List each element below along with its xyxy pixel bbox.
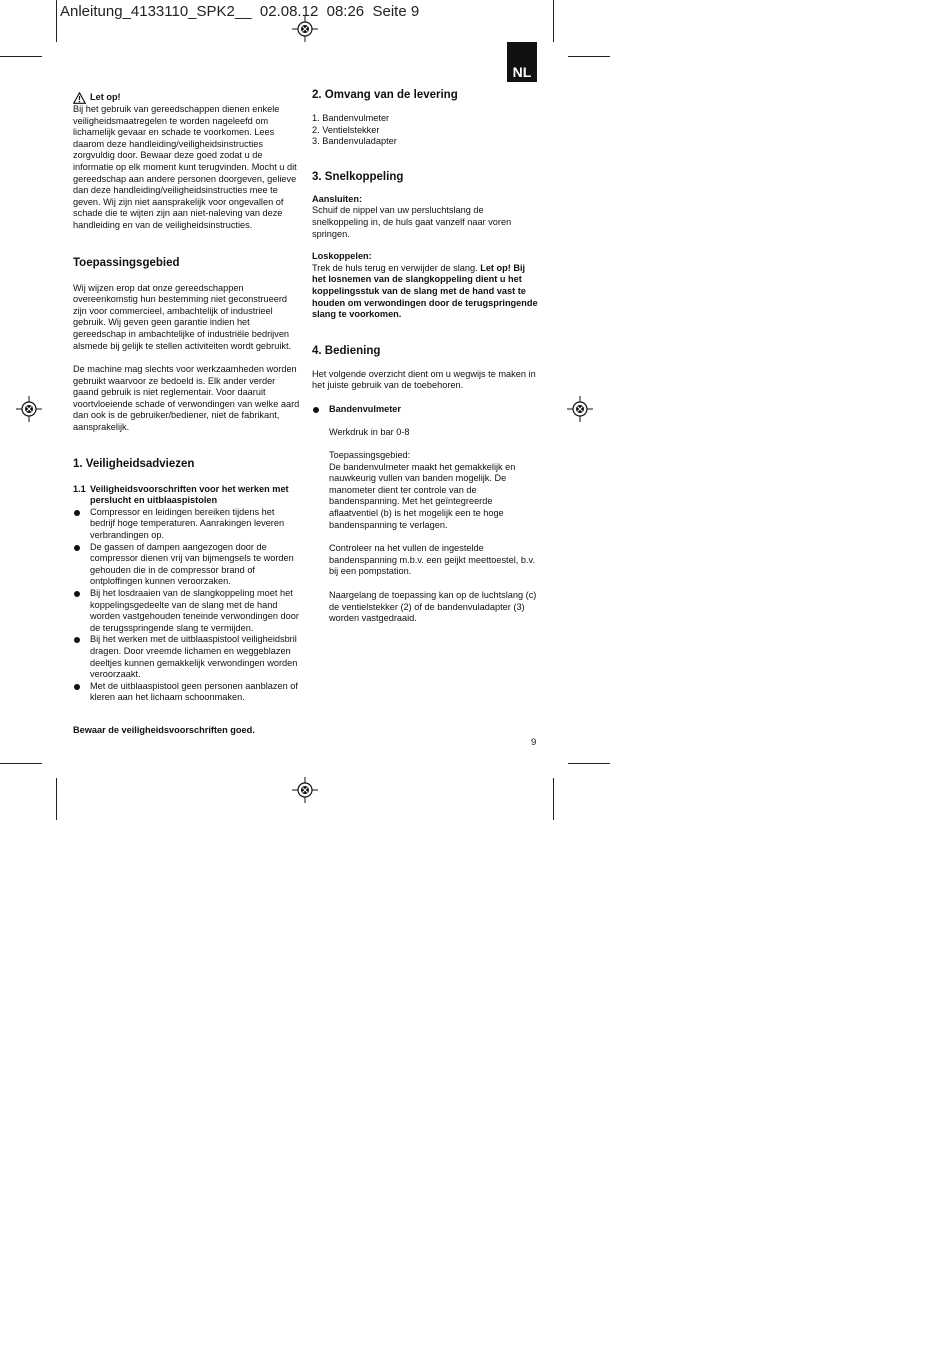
list-item: 3. Bandenvuladapter: [312, 136, 397, 147]
toepassing-label: Toepassingsgebied:: [329, 450, 411, 461]
list-item: [73, 507, 301, 542]
crop-mark: [568, 56, 610, 57]
warning-heading: [73, 92, 301, 104]
closing-note: Bewaar de veiligheidsvoorschriften goed.: [73, 724, 255, 735]
crop-mark: [56, 778, 57, 820]
registration-mark-icon: [292, 16, 318, 42]
aansluiten-label: Aansluiten:: [312, 193, 363, 204]
bullet-icon: [74, 545, 80, 551]
registration-mark-icon: [292, 777, 318, 803]
section-title-snelkoppeling: 3. Snelkoppeling: [312, 170, 404, 183]
list-item-text: Met de uitblaaspistool geen personen aanblazen of kleren aan het lichaam schoonmaken.: [90, 680, 298, 703]
subsection-heading: [73, 484, 301, 507]
registration-mark-icon: [567, 396, 593, 422]
crop-mark: [56, 0, 57, 42]
left-column: [73, 92, 301, 737]
right-column: [312, 88, 540, 625]
crop-mark: [0, 56, 42, 57]
list-item: [312, 404, 540, 416]
crop-mark: [0, 763, 42, 764]
section-title-omvang: 2. Omvang van de levering: [312, 89, 458, 101]
warning-icon: [73, 92, 86, 104]
bediening-intro: Het volgende overzicht dient om u wegwijs te maken in het juiste gebruik van de toebehoren.: [312, 368, 536, 391]
controle-text: Controleer na het vullen de ingestelde bandenspanning m.b.v. een geijkt meettoestel, b.v. bij een pompstation.: [329, 543, 535, 577]
list-item-text: Compressor en leidingen bereiken tijdens het bedrijf hoge temperaturen. Aanrakingen leveren verbrandingen op.: [90, 506, 285, 541]
bullet-icon: [74, 637, 80, 643]
crop-mark: [553, 778, 554, 820]
list-item-text: Bij het werken met de uitblaaspistool veiligheidsbril dragen. Door vreemde lichamen en weggeblazen deeltjes kunnen gemakkelijk verwondingen worden veroorzaakt.: [90, 634, 298, 680]
loskoppelen-label: Loskoppelen:: [312, 251, 372, 262]
bullet-icon: [74, 684, 80, 690]
warning-text: Bij het gebruik van gereedschappen dienen enkele veiligheidsmaatregelen te worden nageleefd om lichamelijk gevaar en schade te voorkomen. Lees daarom deze handleiding/veiligheidsinstructies zorgvuldig door. Bewaar deze goed zodat u de informatie op elk moment kunt terugvinden. Mocht u dit gereedschap aan andere personen doorgeven, gelieve dan deze handleiding/veiligheidsinstructies mee te geven. Wij zijn niet aansprakelijk voor ongevallen of schade die te wijten zijn aan niet-naleving van deze handleiding en van de veiligheidsinstructies.: [73, 104, 297, 230]
werkdruk-text: Werkdruk in bar 0-8: [329, 426, 410, 437]
print-slug: Anleitung_4133110_SPK2__ 02.08.12 08:26 Seite 9: [60, 3, 420, 20]
toepassing-text: De bandenvulmeter maakt het gemakkelijk en nauwkeurig vullen van banden mogelijk. De manometer dient ter controle van de bandenspanning. Met het geïntegreerde aflaatventiel (b) is het mogelijk een te hoge bandenspanning te verlagen.: [329, 461, 516, 530]
crop-mark: [553, 0, 554, 42]
section-title-bediening: 4. Bediening: [312, 344, 381, 357]
loskoppelen-warning: Let op! Bij het losnemen van de slangkoppeling dient u het koppelingsstuk van de slang met de hand vast te houden om verwondingen door de terugspringende slang te voorkomen.: [312, 262, 538, 320]
aansluiten-text: Schuif de nippel van uw persluchtslang de snelkoppeling in, de huls gaat vanzelf naar voren springen.: [312, 205, 512, 239]
bullet-icon: [74, 510, 80, 516]
section-title-toepassing: Toepassingsgebied: [73, 256, 180, 269]
loskoppelen-paragraph: [312, 263, 540, 321]
toepassing-paragraph: De machine mag slechts voor werkzaamheden worden gebruikt waarvoor ze bedoeld is. Elk ander verder gaand gebruik is niet reglementair. Voor daaruit voortvloeiende schade of verwondingen van welke aard dan ook is de gebruiker/bediener, niet de fabrikant, aansprakelijk.: [73, 364, 300, 433]
list-item: [73, 542, 301, 588]
subsection-title: Veiligheidsvoorschriften voor het werken met perslucht en uitblaaspistolen: [90, 483, 289, 506]
toepassing-paragraph: Wij wijzen erop dat onze gereedschappen overeenkomstig hun bestemming niet geconstrueerd zijn voor commercieel, ambachtelijk of industrieel gebruik. Wij geven geen garantie indien het gereedschap in ambachtelijke of industriële bedrijven alsmede bij gelijk te stellen activiteiten wordt gebruikt.: [73, 282, 292, 351]
registration-mark-icon: [16, 396, 42, 422]
page-number: 9: [531, 737, 537, 748]
list-item-text: De gassen of dampen aangezogen door de compressor dienen vrij van bijmengsels te worden gehouden die in de compressor brand of ontploffingen kunnen veroorzaken.: [90, 541, 294, 587]
list-item-text: Bandenvulmeter: [329, 403, 401, 414]
naargelang-text: Naargelang de toepassing kan op de luchtslang (c) de ventielstekker (2) of de bandenvuladapter (3) worden vastgedraaid.: [329, 590, 537, 624]
delivery-list: [312, 113, 540, 148]
crop-mark: [568, 763, 610, 764]
subsection-number: 1.1: [73, 483, 86, 494]
list-item: 2. Ventielstekker: [312, 124, 380, 135]
list-item: [73, 634, 301, 680]
list-item: 1. Bandenvulmeter: [312, 113, 390, 123]
bullet-icon: [313, 407, 319, 413]
section-title-veiligheid: 1. Veiligheidsadviezen: [73, 457, 195, 470]
list-item: [73, 588, 301, 634]
language-tab: NL: [507, 42, 537, 82]
loskoppelen-text: Trek de huls terug en verwijder de slang.: [312, 262, 478, 273]
list-item-text: Bij het losdraaien van de slangkoppeling moet het koppelingsgedeelte van de slang met de hand worden vastgehouden teneinde verwondingen door de terugsspringende slang te vermijden.: [90, 588, 299, 633]
list-item: [73, 681, 301, 704]
warning-title: Let op!: [90, 92, 121, 103]
bullet-icon: [74, 591, 80, 597]
